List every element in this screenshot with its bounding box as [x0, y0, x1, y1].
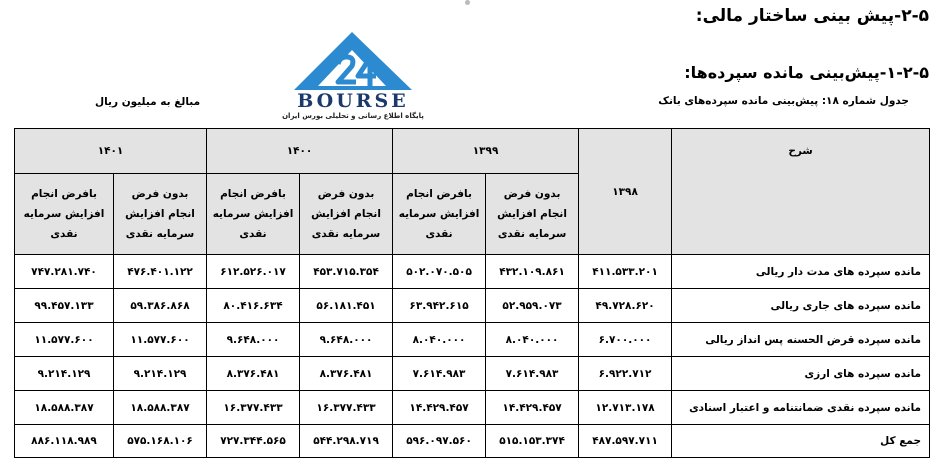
bourse-logo: [278, 30, 428, 130]
subsection-heading: ۱-۲-۵-پیش‌بینی مانده سپرده‌ها:: [684, 63, 929, 82]
total-1399-with: ۵۹۶.۰۹۷.۵۶۰: [393, 425, 486, 458]
section-heading: ۲-۵-پیش بینی ساختار مالی:: [695, 6, 929, 26]
total-1398: ۴۸۷.۵۹۷.۷۱۱: [579, 425, 672, 458]
total-row: [15, 425, 930, 458]
cell-1401-with: ۱۱.۵۷۷.۶۰۰: [15, 323, 114, 357]
year-1398-header: ۱۳۹۸: [579, 129, 672, 255]
bourse-24-triangle-icon: [278, 30, 428, 92]
deposit-forecast-table: [14, 128, 930, 458]
cell-1398: ۱۲.۷۱۳.۱۷۸: [579, 391, 672, 425]
total-1400-with: ۷۲۷.۳۴۴.۵۶۵: [207, 425, 300, 458]
cell-1401-without: ۱۱.۵۷۷.۶۰۰: [114, 323, 207, 357]
row-label: مانده سپرده های ارزی: [672, 357, 930, 391]
total-1401-with: ۸۸۶.۱۱۸.۹۸۹: [15, 425, 114, 458]
cell-1401-without: ۱۸.۵۸۸.۳۸۷: [114, 391, 207, 425]
logo-wordmark: BOURSE: [297, 90, 409, 112]
cell-1401-without: ۴۷۶.۴۰۱.۱۲۲: [114, 255, 207, 289]
table-caption: جدول شماره ۱۸: پیش‌بینی مانده سپرده‌های بانک: [658, 95, 909, 107]
cell-1398: ۴۹.۷۲۸.۶۲۰: [579, 289, 672, 323]
cell-1399-without: ۸.۰۴۰.۰۰۰: [486, 323, 579, 357]
cell-1399-without: ۷.۶۱۴.۹۸۳: [486, 357, 579, 391]
subheader-1400-with-increase: بافرض انجام افزایش سرمایه نقدی: [207, 174, 300, 255]
total-1401-without: ۵۷۵.۱۶۸.۱۰۶: [114, 425, 207, 458]
cell-1400-with: ۸.۳۷۶.۴۸۱: [207, 357, 300, 391]
cell-1400-without: ۱۶.۳۷۷.۴۳۳: [300, 391, 393, 425]
table-row: [15, 357, 930, 391]
row-label: مانده سپرده های جاری ریالی: [672, 289, 930, 323]
cell-1399-without: ۵۲.۹۵۹.۰۷۳: [486, 289, 579, 323]
row-label: مانده سپرده قرض الحسنه پس انداز ریالی: [672, 323, 930, 357]
cell-1401-with: ۷۴۷.۲۸۱.۷۴۰: [15, 255, 114, 289]
cell-1399-without: ۴۳۲.۱۰۹.۸۶۱: [486, 255, 579, 289]
cell-1399-with: ۷.۶۱۴.۹۸۳: [393, 357, 486, 391]
subheader-1399-with-increase: بافرض انجام افزایش سرمایه نقدی: [393, 174, 486, 255]
total-1399-without: ۵۱۵.۱۵۳.۳۷۴: [486, 425, 579, 458]
cell-1400-with: ۶۱۲.۵۲۶.۰۱۷: [207, 255, 300, 289]
cell-1400-with: ۸۰.۴۱۶.۶۳۴: [207, 289, 300, 323]
table-row: [15, 289, 930, 323]
page-marker-dot: [465, 0, 470, 5]
cell-1398: ۴۱۱.۵۳۳.۲۰۱: [579, 255, 672, 289]
year-1399-header: ۱۳۹۹: [393, 129, 579, 174]
cell-1399-with: ۸.۰۴۰.۰۰۰: [393, 323, 486, 357]
cell-1398: ۶.۹۲۲.۷۱۲: [579, 357, 672, 391]
subheader-1399-without-increase: بدون فرض انجام افزایش سرمایه نقدی: [486, 174, 579, 255]
subheader-1400-without-increase: بدون فرض انجام افزایش سرمایه نقدی: [300, 174, 393, 255]
row-label: مانده سپرده نقدی ضمانتنامه و اعتبار اسنادی: [672, 391, 930, 425]
cell-1401-with: ۹۹.۴۵۷.۱۳۳: [15, 289, 114, 323]
cell-1399-with: ۶۳.۹۴۲.۶۱۵: [393, 289, 486, 323]
description-header: شرح: [672, 129, 930, 255]
cell-1399-with: ۵۰۲.۰۷۰.۵۰۵: [393, 255, 486, 289]
cell-1399-without: ۱۴.۴۲۹.۴۵۷: [486, 391, 579, 425]
cell-1401-without: ۵۹.۳۸۶.۸۶۸: [114, 289, 207, 323]
cell-1400-with: ۹.۶۴۸.۰۰۰: [207, 323, 300, 357]
cell-1399-with: ۱۴.۴۲۹.۴۵۷: [393, 391, 486, 425]
cell-1400-without: ۴۵۳.۷۱۵.۳۵۴: [300, 255, 393, 289]
subheader-1401-with-increase: بافرض انجام افزایش سرمایه نقدی: [15, 174, 114, 255]
cell-1400-with: ۱۶.۳۷۷.۴۳۳: [207, 391, 300, 425]
cell-1401-with: ۱۸.۵۸۸.۳۸۷: [15, 391, 114, 425]
total-1400-without: ۵۴۴.۲۹۸.۷۱۹: [300, 425, 393, 458]
year-1400-header: ۱۴۰۰: [207, 129, 393, 174]
cell-1400-without: ۵۶.۱۸۱.۴۵۱: [300, 289, 393, 323]
logo-tagline: پایگاه اطلاع رسانی و تحلیلی بورس ایران: [282, 112, 424, 120]
table-row: [15, 391, 930, 425]
year-1401-header: ۱۴۰۱: [15, 129, 207, 174]
cell-1400-without: ۸.۳۷۶.۴۸۱: [300, 357, 393, 391]
unit-note: مبالغ به میلیون ریال: [95, 96, 201, 108]
table-row: [15, 255, 930, 289]
cell-1401-with: ۹.۲۱۴.۱۲۹: [15, 357, 114, 391]
row-label: مانده سپرده های مدت دار ریالی: [672, 255, 930, 289]
total-label: جمع کل: [672, 425, 930, 458]
table-row: [15, 323, 930, 357]
cell-1400-without: ۹.۶۴۸.۰۰۰: [300, 323, 393, 357]
cell-1398: ۶.۷۰۰.۰۰۰: [579, 323, 672, 357]
subheader-1401-without-increase: بدون فرض انجام افزایش سرمایه نقدی: [114, 174, 207, 255]
cell-1401-without: ۹.۲۱۴.۱۲۹: [114, 357, 207, 391]
